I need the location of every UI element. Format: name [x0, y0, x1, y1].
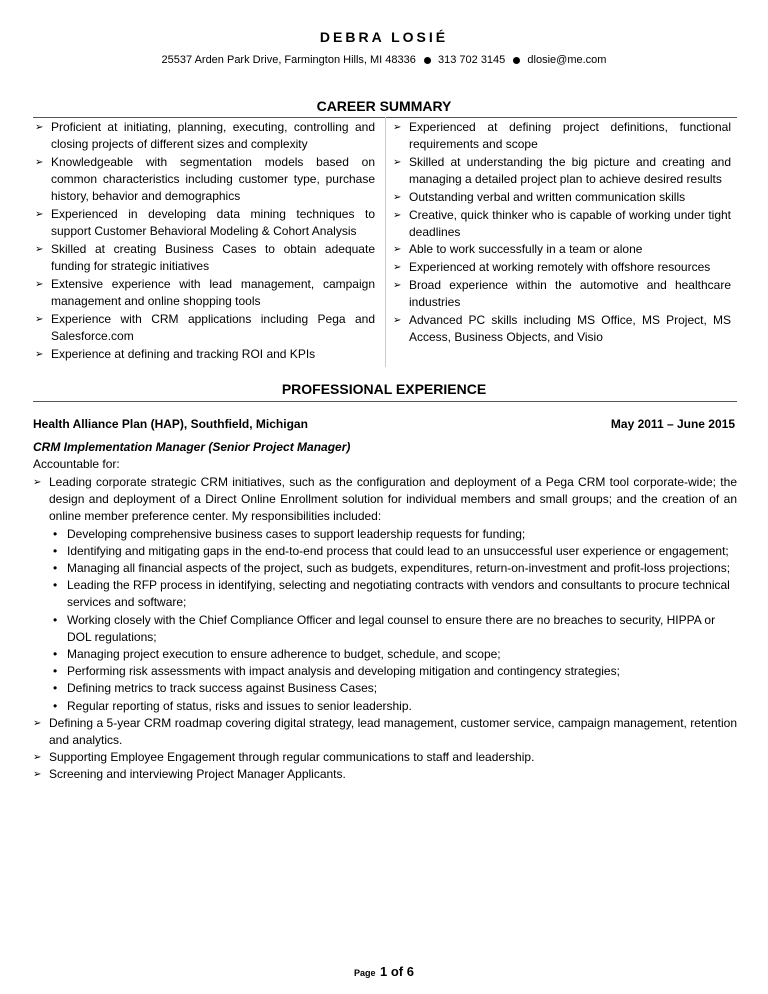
career-summary-heading: CAREER SUMMARY — [316, 98, 452, 114]
sub-item: • Regular reporting of status, risks and issues to senior leadership. — [49, 698, 737, 715]
summary-item: ➢ Skilled at understanding the big picture and creating and managing a detailed project plan to achieve desired results — [393, 154, 731, 187]
column-divider — [385, 117, 386, 367]
arrow-bullet-icon: ➢ — [393, 279, 402, 291]
sub-item: • Performing risk assessments with impact analysis and developing mitigation and contingency strategies; — [49, 663, 737, 680]
sub-item: • Managing project execution to ensure adherence to budget, schedule, and scope; — [49, 646, 737, 663]
summary-item: ➢ Knowledgeable with segmentation models based on common characteristics including customer type, purchase history, behavior and demographics — [35, 154, 375, 204]
summary-item: ➢ Outstanding verbal and written communication skills — [391, 189, 731, 206]
sub-item: • Identifying and mitigating gaps in the end-to-end process that could lead to an unsuccessful user experience or engagement; — [49, 543, 737, 560]
bullet-icon: • — [53, 647, 58, 662]
responsibility-item: ➢ Supporting Employee Engagement through regular communications to staff and leadership. — [33, 749, 737, 766]
summary-item: ➢ Experienced at defining project definitions, functional requirements and scope — [393, 120, 731, 152]
bullet-icon: • — [53, 612, 58, 627]
sub-item: • Defining metrics to track success against Business Cases; — [49, 680, 737, 697]
sub-item: • Developing comprehensive business cases to support leadership requests for funding; — [49, 526, 737, 543]
summary-item: ➢ Proficient at initiating, planning, executing, controlling and closing projects of different sizes and complexity — [35, 120, 375, 152]
phone: 313 702 3145 — [438, 54, 506, 66]
candidate-name: DEBRA LOSIÉ — [319, 29, 449, 45]
sub-responsibilities — [49, 526, 737, 715]
arrow-bullet-icon: ➢ — [35, 156, 44, 168]
arrow-bullet-icon: ➢ — [393, 122, 402, 133]
responsibilities — [33, 474, 737, 784]
job-title: CRM Implementation Manager (Senior Project Manager) — [33, 440, 351, 454]
arrow-bullet-icon: ➢ — [393, 244, 402, 256]
summary-left-column — [33, 119, 375, 363]
address: 25537 Arden Park Drive, Farmington Hills, MI 48336 — [161, 54, 416, 66]
summary-item: ➢ Advanced PC skills including MS Office, MS Project, MS Access, Business Objects, and Visio — [393, 312, 731, 344]
arrow-bullet-icon: ➢ — [393, 262, 402, 274]
separator-dot-icon — [513, 57, 520, 64]
bullet-icon: • — [53, 526, 58, 541]
bullet-icon: • — [53, 578, 58, 593]
page-word: Page — [354, 968, 376, 978]
bullet-icon: • — [53, 681, 58, 696]
bullet-icon: • — [53, 543, 58, 558]
arrow-bullet-icon: ➢ — [393, 191, 402, 203]
arrow-bullet-icon: ➢ — [35, 243, 44, 255]
responsibility-item: ➢ Leading corporate strategic CRM initiatives, such as the configuration and deployment of a Pega CRM tool corporate-wide; the design and deployment of a Direct Online Enrollment solution for individual members and small groups; and the creation of an online member preference center. My responsibilities included: • Developing comprehensive business cases to support leadership requests for funding; • Identifying and mitigating gaps in the end-to-end process that could lead to an unsuccessful user experience or engagement; • Managing all financial aspects of the project, such as budgets, expenditures, return-on-investment and profit-loss projections; • Leading the RFP process in identifying, selecting and negotiating contracts with vendors and consultants to procure technical services and software; • Working closely with the Chief Compliance Officer and legal counsel to ensure there are no breaches to security, HIPPA or DOL regulations; • Managing project execution to ensure adherence to budget, schedule, and scope; • Performing risk assessments with impact analysis and developing mitigation and contingency strategies; • Defining metrics to track success against Business Cases; • Regular reporting of status, risks and issues to senior leadership. — [33, 474, 737, 715]
arrow-bullet-icon: ➢ — [33, 752, 42, 764]
arrow-bullet-icon: ➢ — [35, 209, 44, 221]
summary-item: ➢ Skilled at creating Business Cases to obtain adequate funding for strategic initiatives — [35, 241, 375, 274]
arrow-bullet-icon: ➢ — [35, 122, 44, 133]
arrow-bullet-icon: ➢ — [33, 717, 42, 729]
responsibility-item: ➢ Screening and interviewing Project Manager Applicants. — [33, 766, 737, 783]
bullet-icon: • — [53, 664, 58, 679]
responsibility-item: ➢ Defining a 5-year CRM roadmap covering digital strategy, lead management, customer service, campaign management, retention and analytics. — [33, 715, 737, 748]
accountable-label: Accountable for: — [33, 457, 120, 471]
summary-item: ➢ Extensive experience with lead management, campaign management and online shopping tools — [35, 276, 375, 309]
bullet-icon: • — [53, 561, 58, 576]
sub-item: • Leading the RFP process in identifying, selecting and negotiating contracts with vendors and consultants to procure technical services and software; — [53, 578, 730, 610]
experience-divider — [33, 401, 737, 402]
employment-dates: May 2011 – June 2015 — [610, 417, 735, 431]
summary-item: ➢ Experience at defining and tracking ROI and KPIs — [33, 346, 375, 363]
arrow-bullet-icon: ➢ — [35, 348, 44, 360]
arrow-bullet-icon: ➢ — [33, 477, 42, 488]
summary-item: ➢ Experienced at working remotely with offshore resources — [391, 259, 731, 276]
summary-item: ➢ Experience with CRM applications including Pega and Salesforce.com — [35, 311, 375, 343]
summary-right-column — [391, 119, 731, 347]
arrow-bullet-icon: ➢ — [393, 209, 402, 221]
sub-item: • Working closely with the Chief Compliance Officer and legal counsel to ensure there are no breaches to security, HIPPA or DOL regulations; — [53, 612, 716, 644]
arrow-bullet-icon: ➢ — [35, 278, 44, 290]
sub-item: • Managing all financial aspects of the project, such as budgets, expenditures, return-on-investment and profit-loss projections; — [49, 560, 737, 577]
summary-item: ➢ Creative, quick thinker who is capable of working under tight deadlines — [393, 207, 731, 239]
summary-item: ➢ Experienced in developing data mining techniques to support Customer Behavioral Modeling & Cohort Analysis — [35, 207, 375, 239]
page-number: 1 of 6 — [380, 964, 414, 979]
arrow-bullet-icon: ➢ — [35, 313, 44, 325]
page-footer — [0, 963, 768, 981]
arrow-bullet-icon: ➢ — [33, 769, 42, 781]
summary-item: ➢ Able to work successfully in a team or alone — [391, 241, 731, 258]
professional-experience-heading: PROFESSIONAL EXPERIENCE — [281, 381, 487, 397]
bullet-icon: • — [53, 698, 58, 713]
email: dlosie@me.com — [527, 54, 607, 66]
separator-dot-icon — [424, 57, 431, 64]
contact-line — [0, 54, 768, 66]
employer: Health Alliance Plan (HAP), Southfield, Michigan — [33, 417, 308, 431]
summary-item: ➢ Broad experience within the automotive and healthcare industries — [393, 277, 731, 310]
arrow-bullet-icon: ➢ — [393, 314, 402, 326]
arrow-bullet-icon: ➢ — [393, 156, 402, 168]
